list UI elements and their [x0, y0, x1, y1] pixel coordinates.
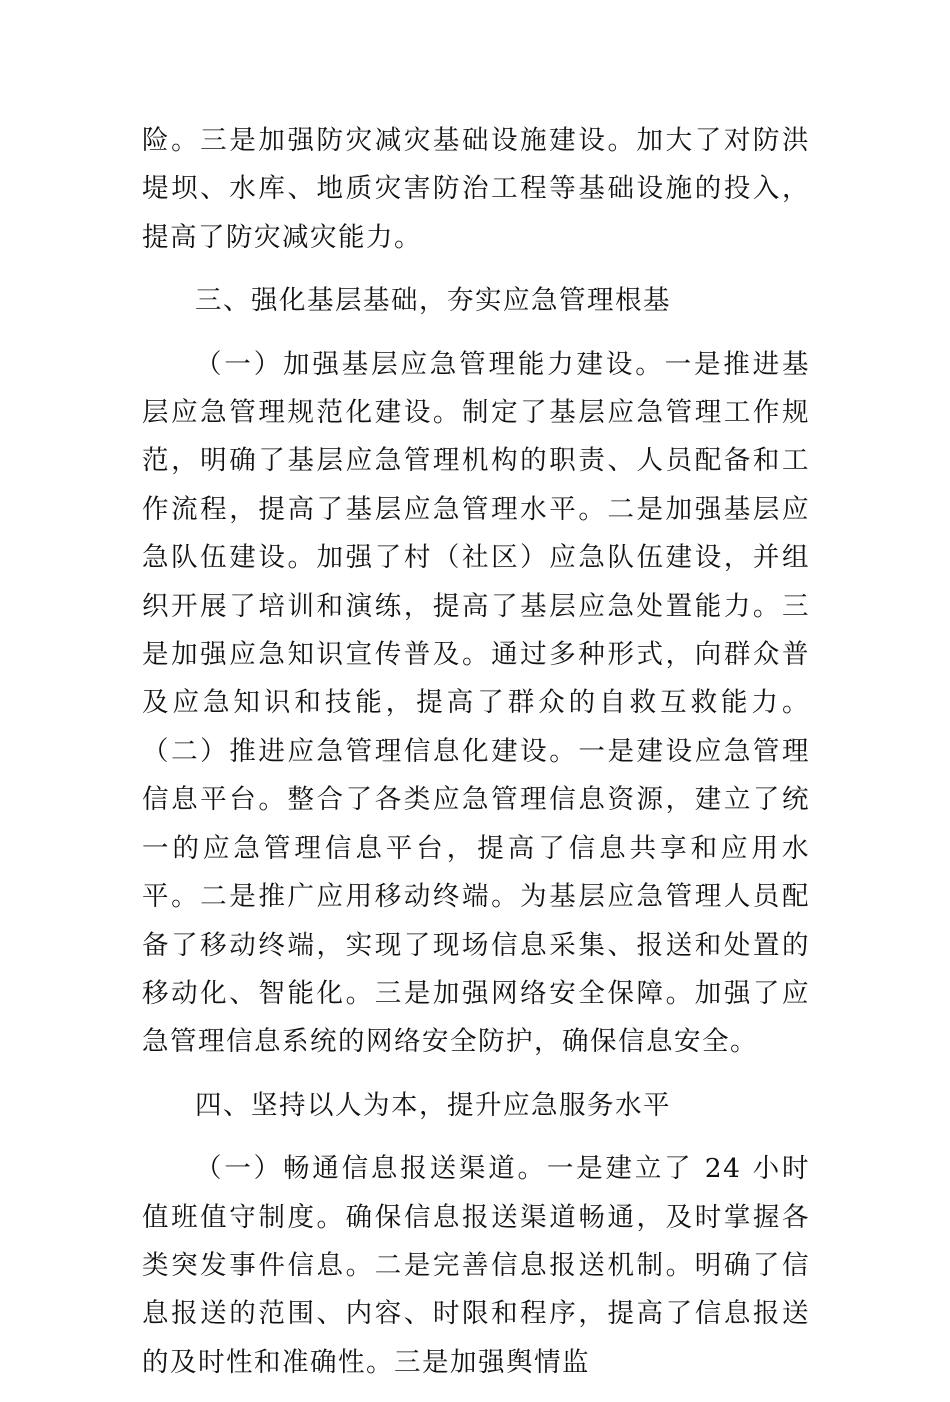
- section-heading-four: 四、坚持以人为本，提升应急服务水平: [195, 1089, 671, 1121]
- paragraph-grassroots-capacity: （一）加强基层应急管理能力建设。一是推进基层应急管理规范化建设。制定了基层应急管理工作规范，明确了基层应急管理机构的职责、人员配备和工作流程，提高了基层应急管理水平。二是加强基层应急队伍建设。加强了村（社区）应急队伍建设，并组织开展了培训和演练，提高了基层应急处置能力。三是加强应急知识宣传普及。通过多种形式，向群众普及应急知识和技能，提高了群众的自救互救能力。（二）推进应急管理信息化建设。一是建设应急管理信息平台。整合了各类应急管理信息资源，建立了统一的应急管理信息平台，提高了信息共享和应用水平。二是推广应用移动终端。为基层应急管理人员配备了移动终端，实现了现场信息采集、报送和处置的移动化、智能化。三是加强网络安全保障。加强了应急管理信息系统的网络安全防护，确保信息安全。: [142, 348, 810, 1058]
- section-heading-three: 三、强化基层基础，夯实应急管理根基: [195, 285, 671, 317]
- paragraph-information-channels: （一）畅通信息报送渠道。一是建立了 24 小时值班值守制度。确保信息报送渠道畅通，及时掌握各类突发事件信息。二是完善信息报送机制。明确了信息报送的范围、内容、时限和程序，提高了信息报送的及时性和准确性。三是加强舆情监: [142, 1153, 810, 1378]
- document-body: [142, 117, 810, 1402]
- paragraph-continuation: 险。三是加强防灾减灾基础设施建设。加大了对防洪堤坝、水库、地质灾害防治工程等基础设施的投入，提高了防灾减灾能力。: [142, 125, 810, 253]
